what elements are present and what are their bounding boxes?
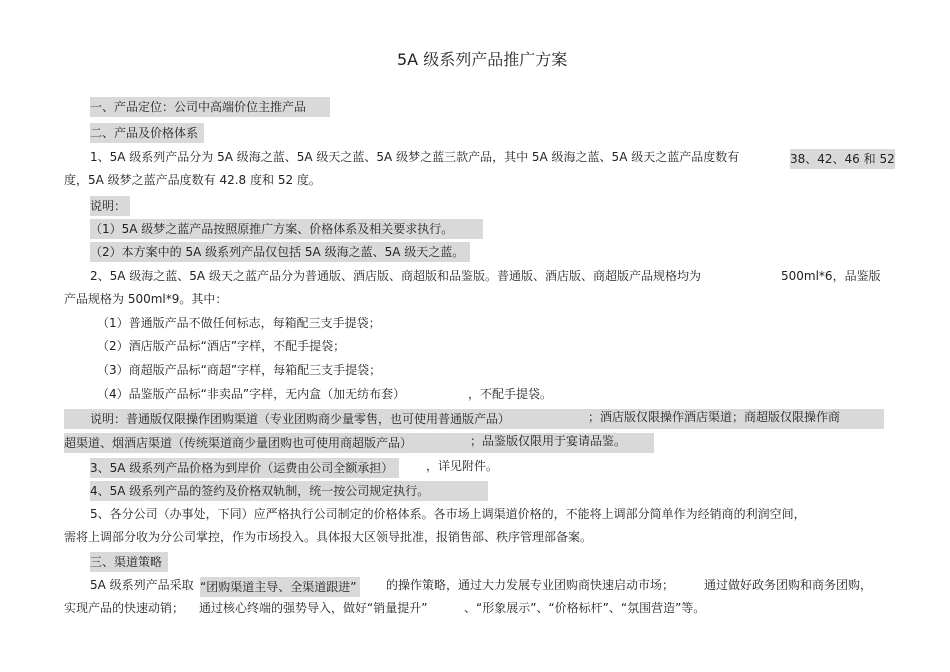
paragraph-line: 度，5A 级梦之蓝产品度数有 42.8 度和 52 度。 — [64, 173, 321, 187]
paragraph-fragment: ，详见附件。 — [426, 459, 499, 473]
list-item: （3）商超版产品标“商超”字样，每箱配三支手提袋； — [97, 363, 382, 377]
paragraph-line: 3、5A 级系列产品价格为到岸价（运费由公司全额承担） — [90, 458, 399, 478]
list-item: （1）普通版产品不做任何标志，每箱配三支手提袋； — [97, 316, 381, 330]
note-item: （2）本方案中的 5A 级系列产品仅包括 5A 级海之蓝、5A 级天之蓝。 — [90, 242, 470, 262]
paragraph-fragment: 500ml*6，品鉴版 — [781, 269, 881, 283]
highlight-fragment: “团购渠道主导、全渠道跟进” — [200, 577, 360, 597]
paragraph-line: 需将上调部分收为分公司掌控，作为市场投入。具体报大区领导批准，报销售部、秩序管理部备案。 — [64, 530, 593, 544]
paragraph-line: 2、5A 级海之蓝、5A 级天之蓝产品分为普通版、酒店版、商超版和品鉴版。普通版、酒店版、商超版产品规格均为 — [90, 269, 701, 283]
paragraph-line: 5、各分公司（办事处，下同）应严格执行公司制定的价格体系。各市场上调渠道价格的，不能将上调部分简单作为经销商的利润空间， — [90, 507, 806, 521]
document-title: 5A 级系列产品推广方案 — [397, 50, 568, 69]
highlight-fragment: 38、42、46 和 52 — [790, 149, 895, 169]
section-heading-price-system: 二、产品及价格体系 — [90, 123, 204, 143]
list-item-fragment: ，不配手提袋。 — [468, 387, 553, 401]
paragraph-text: 4、5A 级系列产品的签约及价格双轨制，统一按公司规定执行。 — [90, 484, 430, 498]
paragraph-fragment: 、“形象展示”、“价格标杆”、“氛围营造”等。 — [464, 601, 706, 615]
paragraph-line: 1、5A 级系列产品分为 5A 级海之蓝、5A 级天之蓝、5A 级梦之蓝三款产品，其中 5A 级海之蓝、5A 级天之蓝产品度数有 — [90, 150, 740, 164]
paragraph-fragment: 通过核心终端的强势导入，做好“销量提升” — [199, 601, 428, 615]
note-item: （1）5A 级梦之蓝产品按照原推广方案、价格体系及相关要求执行。 — [90, 219, 483, 239]
paragraph-line — [90, 481, 488, 501]
list-item: （4）品鉴版产品标“非卖品”字样，无内盒（加无纺布套） — [97, 387, 406, 401]
note-label: 说明： — [90, 196, 130, 216]
note-fragment: 超渠道、烟酒店渠道（传统渠道商少量团购也可使用商超版产品） — [64, 436, 413, 450]
note-fragment: ；品鉴版仅限用于宴请品鉴。 — [470, 434, 627, 448]
paragraph-fragment: 5A 级系列产品采取 — [90, 578, 194, 592]
paragraph-fragment: 通过做好政务团购和商务团购， — [704, 578, 873, 592]
paragraph-fragment: 实现产品的快速动销； — [64, 601, 185, 615]
paragraph-line: 产品规格为 500ml*9。其中： — [64, 292, 228, 306]
list-item: （2）酒店版产品标“酒店”字样，不配手提袋； — [97, 339, 346, 353]
section-heading-positioning: 一、产品定位：公司中高端价位主推产品 — [90, 97, 330, 117]
paragraph-fragment: 的操作策略，通过大力发展专业团购商快速启动市场； — [386, 578, 675, 592]
section-heading-channel-strategy: 三、渠道策略 — [90, 552, 168, 572]
note-fragment: 说明：普通版仅限操作团购渠道（专业团购商少量零售，也可使用普通版产品） — [90, 412, 511, 426]
note-fragment: ；酒店版仅限操作酒店渠道；商超版仅限操作商 — [588, 410, 841, 424]
